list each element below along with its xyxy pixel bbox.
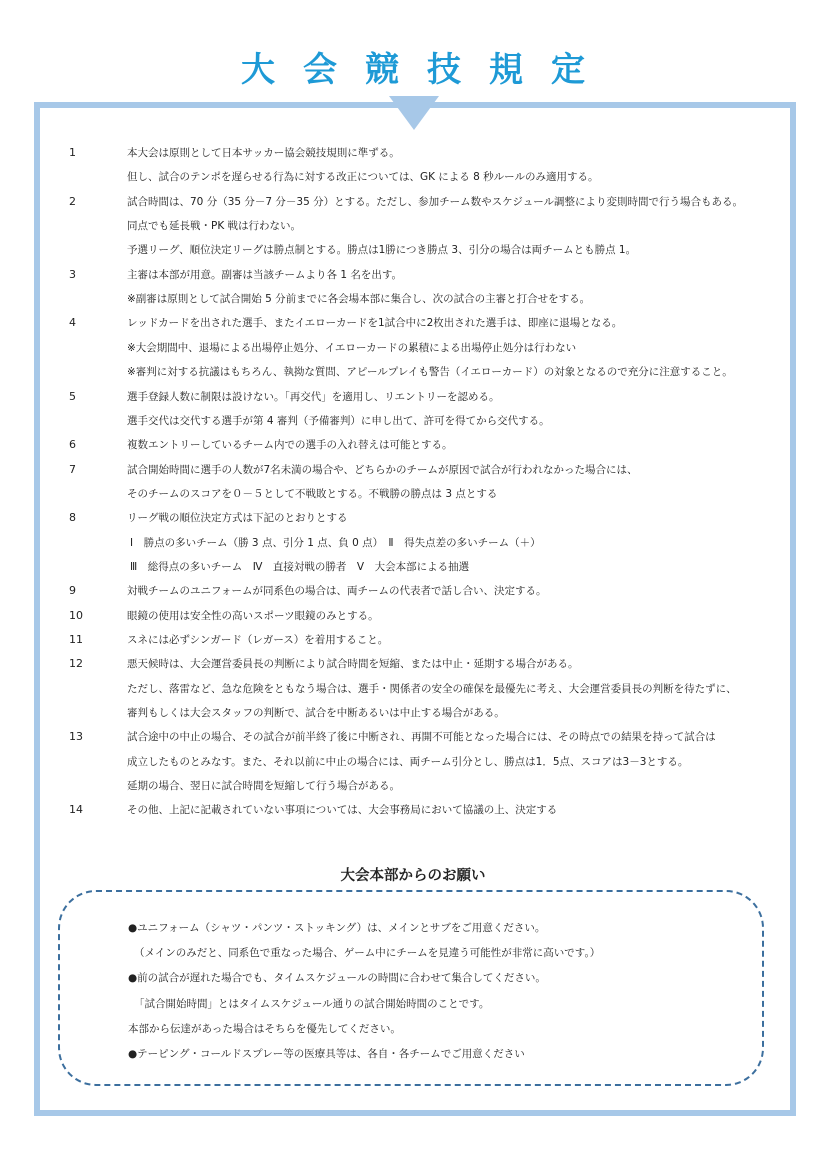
rule-text-line: 選手交代は交代する選手が第 4 審判（予備審判）に申し出て、許可を得てから交代する。 <box>127 414 550 427</box>
rule-number: 5 <box>69 389 76 403</box>
rule-text-line: 眼鏡の使用は安全性の高いスポーツ眼鏡のみとする。 <box>127 609 379 622</box>
rule-number: 13 <box>69 730 83 744</box>
rule-text-line: 成立したものとみなす。また、それ以前に中止の場合には、両チーム引分とし、勝点は1．5点、スコアは3－3とする。 <box>127 755 689 768</box>
rule-text-line: 同点でも延長戦・PK 戦は行わない。 <box>127 220 302 233</box>
rule-text-line: 悪天候時は、大会運営委員長の判断により試合時間を短縮、または中止・延期する場合がある。 <box>127 658 579 671</box>
rule-text-line: スネには必ずシンガード（レガース）を着用すること。 <box>127 634 389 646</box>
rule-text-line: リーグ戦の順位決定方式は下記のとおりとする <box>127 512 348 525</box>
rule-number: 11 <box>69 633 83 646</box>
rule-text-line: ※副審は原則として試合開始 5 分前までに各会場本部に集合し、次の試合の主審と打合せをする。 <box>127 293 591 306</box>
rule-number: 12 <box>69 657 83 671</box>
rule-text-line: その他、上記に記載されていない事項については、大会事務局において協議の上、決定する <box>127 804 558 817</box>
rule-number: 1 <box>69 146 76 159</box>
rule-text-line: 審判もしくは大会スタッフの判断で、試合を中断あるいは中止する場合がある。 <box>127 707 505 720</box>
rule-text-line: Ⅰ 勝点の多いチーム（勝 3 点、引分 1 点、負 0 点） Ⅱ 得失点差の多いチーム（＋） <box>130 536 541 549</box>
rule-text-line: 選手登録人数に制限は設けない。「再交代」を適用し、リエントリーを認める。 <box>127 390 500 403</box>
notice-line: ●ユニフォーム（シャツ・パンツ・ストッキング）は、メインとサブをご用意ください。 <box>128 922 546 934</box>
rule-number: 14 <box>69 803 83 817</box>
rule-text-line: 但し、試合のテンポを遅らせる行為に対する改正については、GK による 8 秒ルールのみ適用する。 <box>127 171 599 184</box>
rule-text-line: 試合開始時間に選手の人数が7名未満の場合や、どちらかのチームが原因で試合が行われなかった場合には、 <box>127 463 638 476</box>
notice-line: ●テーピング・コールドスプレー等の医療具等は、各自・各チームでご用意ください <box>128 1048 525 1060</box>
rule-number: 8 <box>69 511 76 525</box>
notice-line: ●前の試合が遅れた場合でも、タイムスケジュールの時間に合わせて集合してください。 <box>128 972 546 985</box>
rule-text-line: Ⅲ 総得点の多いチーム Ⅳ 直接対戦の勝者 Ⅴ 大会本部による抽選 <box>130 560 470 573</box>
rule-text-line: 対戦チームのユニフォームが同系色の場合は、両チームの代表者で話し合い、決定する。 <box>127 585 547 598</box>
rule-text-line: 複数エントリーしているチーム内での選手の入れ替えは可能とする。 <box>127 439 453 452</box>
rule-text-line: 試合時間は、70 分（35 分－7 分－35 分）とする。ただし、参加チーム数やスケジュール調整により変則時間で行う場合もある。 <box>127 195 743 208</box>
rule-number: 4 <box>69 316 76 330</box>
rule-text-line: レッドカードを出された選手、またイエローカードを1試合中に2枚出された選手は、即座に退場となる。 <box>127 317 623 330</box>
rule-text-line: 試合途中の中止の場合、その試合が前半終了後に中断され、再開不可能となった場合には、その時点での結果を持って試合は <box>127 731 716 744</box>
rule-text-line: 予選リーグ、順位決定リーグは勝点制とする。勝点は1勝につき勝点 3、引分の場合は両チームとも勝点 1。 <box>127 244 637 257</box>
rule-text-line: ※審判に対する抗議はもちろん、執拗な質問、アピールプレイも警告（イエローカード）の対象となるので充分に注意すること。 <box>127 366 733 379</box>
rule-number: 10 <box>69 608 83 622</box>
rule-number: 2 <box>69 194 76 208</box>
rule-text-line: 主審は本部が用意。副審は当該チームより各 1 名を出す。 <box>127 268 403 281</box>
rule-text-line: 延期の場合、翌日に試合時間を短縮して行う場合がある。 <box>127 780 400 793</box>
rule-number: 3 <box>69 267 76 281</box>
frame-pointer-triangle <box>389 96 439 130</box>
rule-text-line: ただし、落雷など、急な危険をともなう場合は、選手・関係者の安全の確保を最優先に考え、大会運営委員長の判断を待たずに、 <box>127 682 737 695</box>
notice-line: 「試合開始時間」とはタイムスケジュール通りの試合開始時間のことです。 <box>134 997 490 1010</box>
rule-number: 7 <box>69 462 76 476</box>
rule-number: 6 <box>69 438 76 452</box>
notice-heading: 大会本部からのお願い <box>340 868 486 884</box>
rule-text-line: ※大会期間中、退場による出場停止処分、イエローカードの累積による出場停止処分は行わない <box>127 341 577 354</box>
page-title: 大会競技規定 <box>241 50 613 90</box>
notice-line: 本部から伝達があった場合はそちらを優先してください。 <box>128 1022 401 1035</box>
notice-line: （メインのみだと、同系色で重なった場合、ゲーム中にチームを見違う可能性が非常に高いです。） <box>134 947 601 960</box>
rule-text-line: 本大会は原則として日本サッカー協会競技規則に準ずる。 <box>127 147 400 159</box>
rule-text-line: そのチームのスコアを０－５として不戦敗とする。不戦勝の勝点は 3 点とする <box>127 487 498 500</box>
rule-number: 9 <box>69 584 76 598</box>
